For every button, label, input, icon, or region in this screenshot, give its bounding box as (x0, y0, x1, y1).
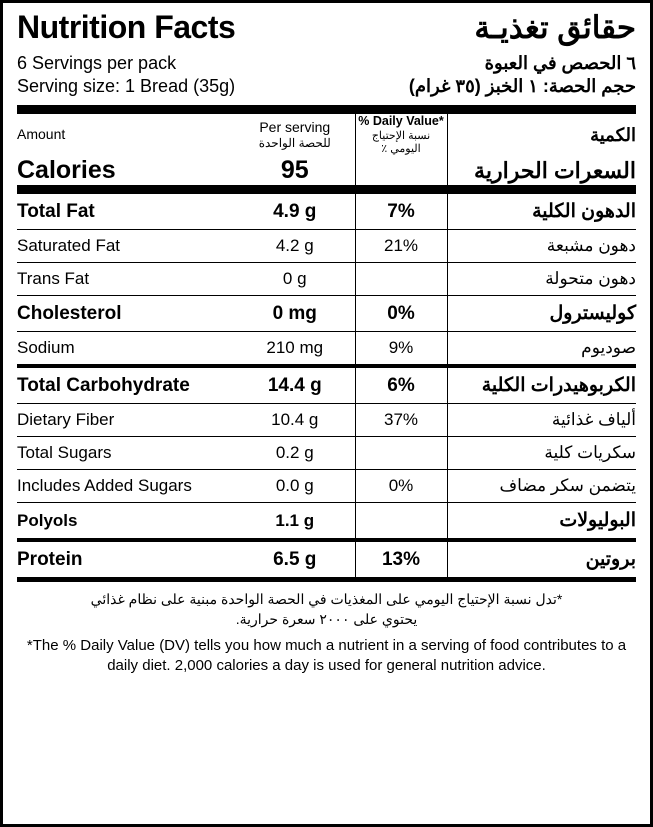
nutrient-amount: 4.9 g (235, 192, 355, 230)
serving-size-row (17, 76, 636, 97)
nutrient-daily-value (355, 263, 447, 296)
nutrient-name-en: Cholesterol (17, 296, 235, 332)
nutrient-name-en: Total Fat (17, 192, 235, 230)
nutrient-daily-value: 13% (355, 540, 447, 577)
nutrient-amount: 0.2 g (235, 437, 355, 470)
nutrient-name-ar: كوليسترول (447, 296, 636, 332)
footnote-ar-line1: *تدل نسبة الإحتياج اليومي على المغذيات في الحصة الواحدة مبنية على نظام غذائي (90, 591, 563, 607)
nutrient-name-en: Trans Fat (17, 263, 235, 296)
header-daily-value-en: % Daily Value* (358, 114, 444, 128)
nutrient-amount: 10.4 g (235, 404, 355, 437)
footnote-ar-line2: يحتوي على ٢٠٠٠ سعرة حرارية. (235, 611, 418, 628)
nutrient-amount: 210 mg (235, 332, 355, 367)
header-daily-value-cell (355, 114, 447, 156)
header-amount-ar: الكمية (590, 124, 636, 145)
nutrient-amount: 6.5 g (235, 540, 355, 577)
nutrient-name-ar: سكريات كلية (447, 437, 636, 470)
nutrient-daily-value: 9% (355, 332, 447, 367)
header-per-serving-en: Per serving (259, 118, 331, 135)
page-title-ar: حقائق تغذيـة (474, 10, 636, 45)
nutrient-name-en: Protein (17, 540, 235, 577)
header-daily-value-ar-line1: نسبة الإحتياج (371, 129, 431, 142)
footnote-en: *The % Daily Value (DV) tells you how much a nutrient in a serving of food contributes to a daily diet. 2,000 calories a day is used for general nutrition advice. (26, 636, 627, 674)
servings-per-pack-row (17, 53, 636, 74)
serving-size-ar: حجم الحصة: ١ الخبز (٣٥ غرام) (408, 76, 636, 96)
nutrient-amount: 1.1 g (235, 503, 355, 541)
calories-row (17, 156, 636, 185)
table-row (17, 470, 636, 503)
nutrient-daily-value (355, 503, 447, 541)
nutrient-name-en: Total Carbohydrate (17, 366, 235, 404)
nutrient-name-ar: ألياف غذائية (447, 404, 636, 437)
calories-value: 95 (235, 156, 355, 185)
divider-thick-top (17, 105, 636, 114)
table-row (17, 540, 636, 577)
calories-label-en: Calories (17, 156, 116, 184)
nutrient-amount: 0.0 g (235, 470, 355, 503)
page-title-en: Nutrition Facts (17, 9, 236, 45)
header-amount-cell (17, 114, 235, 156)
header-per-serving-ar: للحصة الواحدة (258, 136, 331, 151)
divider-med-bottom (17, 577, 636, 582)
table-row (17, 192, 636, 230)
servings-per-pack-en: 6 Servings per pack (17, 53, 177, 73)
nutrient-amount: 14.4 g (235, 366, 355, 404)
nutrient-name-ar: الدهون الكلية (447, 192, 636, 230)
nutrient-name-en: Dietary Fiber (17, 404, 235, 437)
nutrient-name-ar: دهون متحولة (447, 263, 636, 296)
nutrients-body (17, 192, 636, 577)
table-row (17, 263, 636, 296)
nutrient-daily-value: 21% (355, 230, 447, 263)
header-amount-label: Amount (17, 126, 66, 143)
nutrient-daily-value: 6% (355, 366, 447, 404)
table-row (17, 230, 636, 263)
nutrient-amount: 0 mg (235, 296, 355, 332)
nutrient-amount: 4.2 g (235, 230, 355, 263)
nutrient-name-ar: يتضمن سكر مضاف (447, 470, 636, 503)
nutrient-daily-value: 0% (355, 470, 447, 503)
servings-per-pack-ar: ٦ الحصص في العبوة (484, 53, 636, 73)
nutrient-name-ar: دهون مشبعة (447, 230, 636, 263)
nutrient-amount: 0 g (235, 263, 355, 296)
label-header (17, 3, 636, 43)
nutrient-name-ar: صوديوم (447, 332, 636, 367)
serving-size-en: Serving size: 1 Bread (35g) (17, 76, 236, 96)
nutrient-daily-value: 37% (355, 404, 447, 437)
nutrient-name-en: Saturated Fat (17, 230, 235, 263)
nutrient-name-ar: الكربوهيدرات الكلية (447, 366, 636, 404)
table-row (17, 404, 636, 437)
nutrient-daily-value: 0% (355, 296, 447, 332)
nutrient-name-en: Total Sugars (17, 437, 235, 470)
nutrient-name-ar: البوليولات (447, 503, 636, 541)
calories-label-ar: السعرات الحرارية (474, 157, 636, 183)
table-row (17, 437, 636, 470)
table-row (17, 503, 636, 541)
footnote-ar (17, 589, 636, 630)
table-row (17, 332, 636, 367)
nutrient-name-en: Sodium (17, 332, 235, 367)
nutrients-table (17, 190, 636, 577)
nutrient-daily-value (355, 437, 447, 470)
nutrition-table (17, 114, 636, 185)
table-row (17, 296, 636, 332)
table-header-row (17, 114, 636, 156)
table-row (17, 366, 636, 404)
nutrient-name-ar: بروتين (447, 540, 636, 577)
header-daily-value-ar-line2: اليومي ٪ (381, 142, 421, 155)
nutrient-daily-value: 7% (355, 192, 447, 230)
header-per-serving-cell (235, 114, 355, 156)
nutrient-name-en: Polyols (17, 503, 235, 541)
header-amount-ar-cell (447, 114, 636, 156)
calories-dv-cell (355, 156, 447, 185)
nutrient-name-en: Includes Added Sugars (17, 470, 235, 503)
